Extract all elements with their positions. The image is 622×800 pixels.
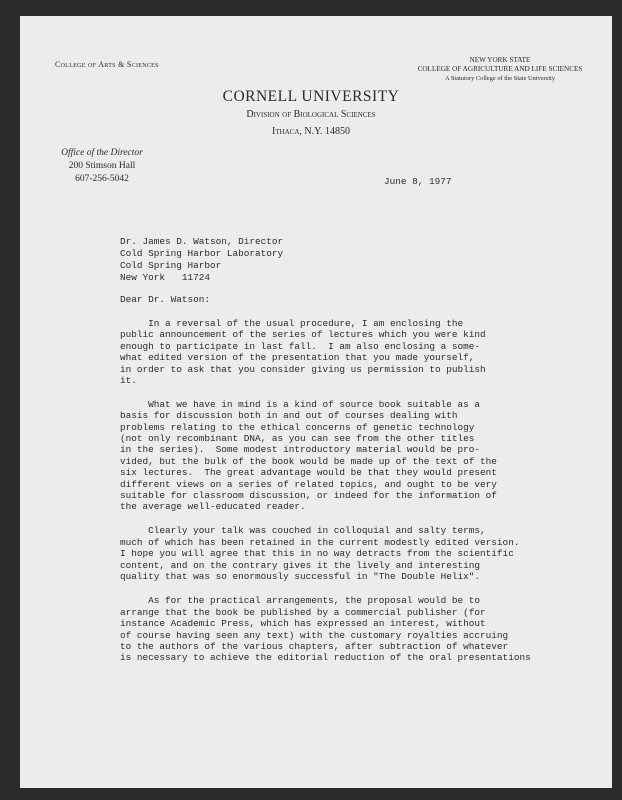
- text-line: problems relating to the ethical concerns of genetic technology: [120, 421, 475, 433]
- text-line: quality that was so enormously successful in "The Double Helix".: [120, 570, 481, 582]
- division-name: Division of Biological Sciences: [246, 109, 376, 120]
- right-line: A Statutory College of the State University: [444, 75, 556, 82]
- text-line: is necessary to achieve the editorial reduction of the oral presentations: [120, 652, 531, 664]
- salutation-block: [120, 294, 600, 305]
- text-line: arrange that the book be published by a commercial publisher (for: [120, 606, 486, 618]
- address-line: Cold Spring Harbor Laboratory: [120, 248, 284, 259]
- office-block: [52, 147, 152, 186]
- letter-date: June 8, 1977: [384, 176, 452, 187]
- text-line: Clearly your talk was couched in colloquial and salty terms,: [120, 525, 486, 537]
- text-line: six lectures. The great advantage would be that they would present: [120, 467, 497, 479]
- address-line: New York 11724: [120, 272, 211, 283]
- text-line: (not only recombinant DNA, as you can see from the other titles: [120, 433, 475, 445]
- text-line: to the authors of the various chapters, after subtraction of whatever: [120, 640, 509, 652]
- recipient-address: [120, 236, 600, 284]
- text-line: public announcement of the series of lectures which you were kind: [120, 329, 486, 341]
- text-line: much of which has been retained in the current modestly edited version.: [120, 536, 520, 548]
- salutation: Dear Dr. Watson:: [120, 294, 211, 305]
- letter-body: [120, 236, 600, 664]
- text-line: different views on a series of related topics, and ought to be very: [120, 478, 497, 490]
- city: Ithaca, N.Y. 14850: [271, 126, 351, 137]
- text-line: the average well-educated reader.: [120, 501, 306, 513]
- text-line: content, and on the contrary gives it the lively and interesting: [120, 559, 481, 571]
- ny-state-college-block: [380, 56, 620, 83]
- paragraph-3: [120, 525, 600, 582]
- office-phone: 607-256-5042: [75, 174, 129, 184]
- text-line: enough to participate in last fall. I am also enclosing a some-: [120, 340, 481, 352]
- text-line: in order to ask that you consider giving us permission to publish: [120, 363, 486, 375]
- paragraph-4: [120, 595, 600, 663]
- text-line: basis for discussion both in and out of courses dealing with: [120, 410, 458, 422]
- text-line: it.: [120, 374, 137, 386]
- university-name: CORNELL UNIVERSITY: [222, 88, 400, 105]
- text-line: in the series). Some modest introductory material would be pro-: [120, 444, 481, 456]
- college-arts-sciences: College of Arts & Sciences: [55, 60, 159, 69]
- text-line: what edited version of the presentation that you made yourself,: [120, 352, 475, 364]
- text-line: of course having seen any text) with the customary royalties accruing: [120, 629, 509, 641]
- text-line: As for the practical arrangements, the proposal would be to: [120, 595, 481, 607]
- paragraph-1: [120, 318, 600, 386]
- text-line: I hope you will agree that this in no way detracts from the scientific: [120, 548, 514, 560]
- right-line: COLLEGE OF AGRICULTURE AND LIFE SCIENCES: [417, 65, 583, 73]
- office-address: 200 Stimson Hall: [68, 161, 136, 171]
- address-line: Cold Spring Harbor: [120, 260, 222, 271]
- text-line: vided, but the bulk of the book would be made up of the text of the: [120, 455, 497, 467]
- paragraph-2: [120, 399, 600, 513]
- office-title: Office of the Director: [61, 148, 143, 158]
- right-line: NEW YORK STATE: [469, 56, 531, 64]
- text-line: In a reversal of the usual procedure, I am enclosing the: [120, 317, 464, 329]
- address-line: Dr. James D. Watson, Director: [120, 236, 284, 247]
- text-line: suitable for classroom discussion, or indeed for the information of: [120, 490, 497, 502]
- text-line: What we have in mind is a kind of source book suitable as a: [120, 398, 481, 410]
- text-line: instance Academic Press, which has expressed an interest, without: [120, 618, 486, 630]
